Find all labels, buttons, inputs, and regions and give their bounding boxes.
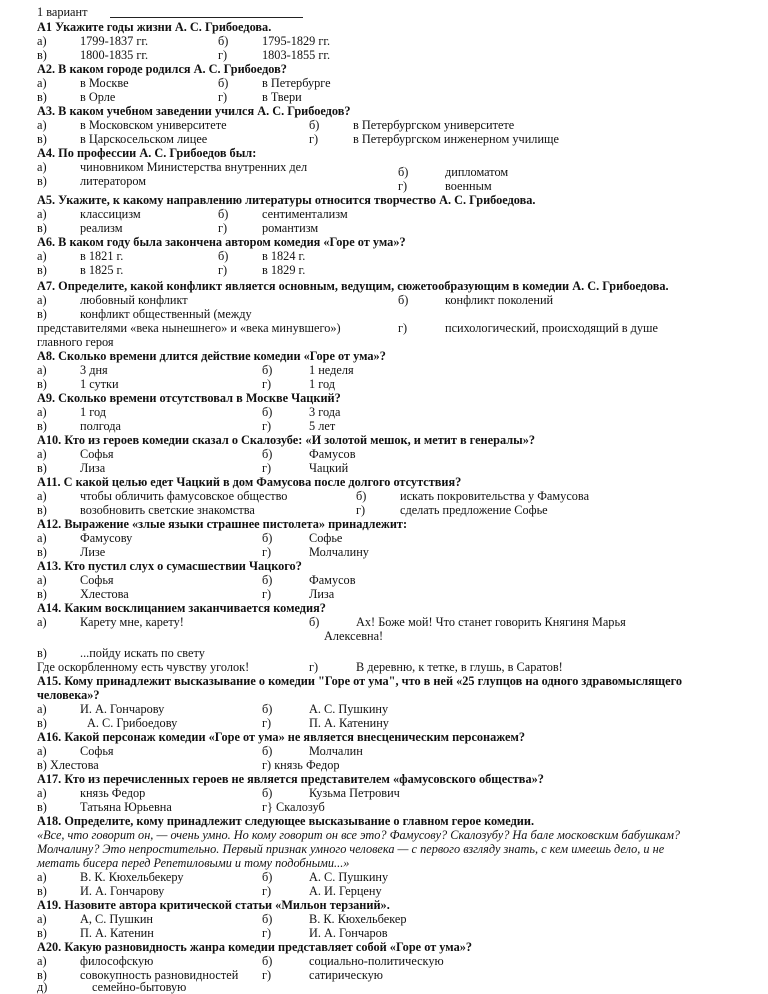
option-label: г) (309, 132, 319, 146)
question-a16: А16. Какой персонаж комедии «Горе от ума» не является внесценическим персонажем? (37, 730, 526, 744)
a14-option-c-line2: Где оскорбленному есть чувству уголок! (37, 660, 250, 674)
option-label: г) (262, 461, 272, 475)
a20-option-a: философскую (80, 954, 154, 968)
a18-quote-line2: Молчалину? Это непростительно. Первый признак умного человека — с первого взгляду знать, с кем имеешь дело, и не (37, 842, 665, 856)
option-label: б) (262, 447, 273, 461)
option-label: а) (37, 531, 47, 545)
question-a8: А8. Сколько времени длится действие комедии «Горе от ума»? (37, 349, 386, 363)
option-label: г) (398, 321, 408, 335)
option-label: б) (262, 786, 273, 800)
option-label: г) (262, 587, 272, 601)
a19-option-c: П. А. Катенин (80, 926, 154, 940)
a1-option-c: 1800-1835 гг. (80, 48, 149, 62)
option-label: г) (262, 884, 272, 898)
option-label: в) (37, 884, 47, 898)
option-label: б) (356, 489, 367, 503)
a3-option-d: в Петербургском инженерном училище (353, 132, 559, 146)
option-label: г) (262, 716, 272, 730)
a10-option-b: Фамусов (309, 447, 356, 461)
a20-option-d: сатирическую (309, 968, 383, 982)
a18-quote-line1: «Все, что говорит он, — очень умно. Но кому говорит он все это? Фамусову? Скалозубу? На бале московским бабушкам? (37, 828, 681, 842)
option-label: б) (262, 531, 273, 545)
option-label: а) (37, 405, 47, 419)
a5-option-d: романтизм (262, 221, 319, 235)
question-a17: А17. Кто из перечисленных героев не является представителем «фамусовского общества»? (37, 772, 544, 786)
option-label: г) (262, 545, 272, 559)
option-label: а) (37, 615, 47, 629)
option-label: а) (37, 160, 47, 174)
option-label: а) (37, 293, 47, 307)
a9-option-c: полгода (80, 419, 121, 433)
option-label: г) (262, 926, 272, 940)
option-label: в) (37, 132, 47, 146)
a13-option-b: Фамусов (309, 573, 356, 587)
option-label: в) (37, 48, 47, 62)
option-label: в) (37, 174, 47, 188)
option-label: в) (37, 90, 47, 104)
a5-option-a: классицизм (80, 207, 141, 221)
option-label: б) (398, 293, 409, 307)
a13-option-a: Софья (80, 573, 114, 587)
a14-option-b-line1: Ах! Боже мой! Что станет говорить Княгиня Марья (356, 615, 626, 629)
option-label: б) (262, 702, 273, 716)
a20-option-e: семейно-бытовую (92, 980, 187, 994)
question-a4: А4. По профессии А. С. Грибоедов был: (37, 146, 257, 160)
option-label: б) (262, 405, 273, 419)
question-a9: А9. Сколько времени отсутствовал в Москве Чацкий? (37, 391, 341, 405)
option-label: в) (37, 545, 47, 559)
a7-option-d-line1: психологический, происходящий в душе (445, 321, 658, 335)
a4-option-c: литератором (80, 174, 147, 188)
a13-option-c: Хлестова (80, 587, 129, 601)
a7-option-c-line1: конфликт общественный (между (80, 307, 252, 321)
option-label: д) (37, 980, 48, 994)
option-label: г) (262, 968, 272, 982)
option-label: б) (218, 207, 229, 221)
a6-option-b: в 1824 г. (262, 249, 306, 263)
variant-label: 1 вариант (37, 5, 88, 19)
a7-option-d-line2: главного героя (37, 335, 114, 349)
a6-option-d: в 1829 г. (262, 263, 306, 277)
a11-option-a: чтобы обличить фамусовское общество (80, 489, 288, 503)
a8-option-c: 1 сутки (80, 377, 119, 391)
a12-option-a: Фамусову (80, 531, 133, 545)
a18-quote-line3: метать бисера перед Репетиловыми и тому подобными...» (37, 856, 350, 870)
a18-option-a: В. К. Кюхельбекеру (80, 870, 184, 884)
a13-option-d: Лиза (309, 587, 335, 601)
a3-option-a: в Московском университете (80, 118, 227, 132)
a6-option-a: в 1821 г. (80, 249, 124, 263)
a8-option-d: 1 год (309, 377, 336, 391)
a7-option-b: конфликт поколений (445, 293, 554, 307)
option-label: в) (37, 800, 47, 814)
option-label: а) (37, 573, 47, 587)
a11-option-b: искать покровительства у Фамусова (400, 489, 590, 503)
a1-option-a: 1799-1837 гг. (80, 34, 149, 48)
option-label: г) (218, 221, 228, 235)
option-label: а) (37, 744, 47, 758)
option-label: в) (37, 419, 47, 433)
option-label: в) (37, 221, 47, 235)
a16-option-a: Софья (80, 744, 114, 758)
a11-option-c: возобновить светские знакомства (80, 503, 255, 517)
option-label: в) (37, 716, 47, 730)
a2-option-b: в Петербурге (262, 76, 331, 90)
a14-option-b-line2: Алексевна! (324, 629, 384, 643)
question-a11: А11. С какой целью едет Чацкий в дом Фамусова после долгого отсутствия? (37, 475, 462, 489)
option-label: б) (262, 573, 273, 587)
option-label: б) (398, 165, 409, 179)
option-label: б) (262, 870, 273, 884)
question-a13: А13. Кто пустил слух о сумасшествии Чацкого? (37, 559, 302, 573)
option-label: б) (218, 34, 229, 48)
option-label: б) (262, 744, 273, 758)
a14-option-c-line1: ...пойду искать по свету (80, 646, 205, 660)
option-label: г) (262, 377, 272, 391)
question-a6: А6. В каком году была закончена автором комедия «Горе от ума»? (37, 235, 406, 249)
question-a15-line2: человека»? (37, 688, 100, 702)
a10-option-a: Софья (80, 447, 114, 461)
a16-option-b: Молчалин (309, 744, 363, 758)
option-label: а) (37, 786, 47, 800)
a14-option-a: Карету мне, карету! (80, 615, 184, 629)
option-label: а) (37, 363, 47, 377)
a9-option-a: 1 год (80, 405, 107, 419)
option-label: в) (37, 461, 47, 475)
option-label: в) (37, 587, 47, 601)
a12-option-c: Лизе (80, 545, 106, 559)
question-a20: А20. Какую разновидность жанра комедии представляет собой «Горе от ума»? (37, 940, 473, 954)
a17-option-d: г} Скалозуб (262, 800, 325, 814)
option-label: а) (37, 702, 47, 716)
a16-option-c: в) Хлестова (37, 758, 99, 772)
a1-option-d: 1803-1855 гг. (262, 48, 331, 62)
question-a7: А7. Определите, какой конфликт является основным, ведущим, сюжетообразующим в комедии А. С. Грибоедова. (37, 279, 669, 293)
question-a5: А5. Укажите, к какому направлению литературы относится творчество А. С. Грибоедова. (37, 193, 536, 207)
a17-option-b: Кузьма Петрович (309, 786, 400, 800)
a3-option-c: в Царскосельском лицее (80, 132, 208, 146)
a15-option-c: А. С. Грибоедову (87, 716, 178, 730)
question-a19: А19. Назовите автора критической статьи «Мильон терзаний». (37, 898, 390, 912)
a6-option-c: в 1825 г. (80, 263, 124, 277)
a5-option-c: реализм (80, 221, 123, 235)
option-label: б) (218, 76, 229, 90)
option-label: г) (218, 90, 228, 104)
question-a18: А18. Определите, кому принадлежит следующее высказывание о главном герое комедии. (37, 814, 535, 828)
option-label: г) (262, 419, 272, 433)
a10-option-c: Лиза (80, 461, 106, 475)
option-label: б) (309, 615, 320, 629)
a9-option-d: 5 лет (309, 419, 336, 433)
a20-option-c: совокупность разновидностей (80, 968, 239, 982)
option-label: б) (262, 954, 273, 968)
option-label: а) (37, 207, 47, 221)
a2-option-a: в Москве (80, 76, 129, 90)
a7-option-a: любовный конфликт (80, 293, 188, 307)
a17-option-a: князь Федор (80, 786, 146, 800)
a4-option-b: дипломатом (445, 165, 509, 179)
a14-option-d: В деревню, к тетке, в глушь, в Саратов! (356, 660, 563, 674)
a10-option-d: Чацкий (309, 461, 349, 475)
a5-option-b: сентиментализм (262, 207, 348, 221)
a4-option-a: чиновником Министерства внутренних дел (80, 160, 308, 174)
a15-option-a: И. А. Гончарову (80, 702, 165, 716)
a7-option-c-line2: представителями «века нынешнего» и «века минувшего») (37, 321, 341, 335)
a18-option-c: И. А. Гончарову (80, 884, 165, 898)
option-label: в) (37, 646, 47, 660)
question-a15-line1: А15. Кому принадлежит высказывание о комедии "Горе от ума", что в ней «25 глупцов на одного здравомыслящего (37, 674, 683, 688)
a2-option-c: в Орле (80, 90, 116, 104)
a8-option-b: 1 неделя (309, 363, 354, 377)
option-label: а) (37, 76, 47, 90)
option-label: а) (37, 954, 47, 968)
a8-option-a: 3 дня (80, 363, 108, 377)
a17-option-c: Татьяна Юрьевна (80, 800, 172, 814)
option-label: в) (37, 263, 47, 277)
option-label: в) (37, 377, 47, 391)
option-label: в) (37, 307, 47, 321)
option-label: г) (356, 503, 366, 517)
a15-option-d: П. А. Катенину (309, 716, 389, 730)
question-a14: А14. Каким восклицанием заканчивается комедия? (37, 601, 326, 615)
a20-option-b: социально-политическую (309, 954, 444, 968)
option-label: б) (262, 363, 273, 377)
question-a12: А12. Выражение «злые языки страшнее пистолета» принадлежит: (37, 517, 408, 531)
a9-option-b: 3 года (309, 405, 341, 419)
option-label: г) (218, 48, 228, 62)
a18-option-b: А. С. Пушкину (309, 870, 389, 884)
option-label: а) (37, 118, 47, 132)
a19-option-a: А, С. Пушкин (80, 912, 154, 926)
option-label: в) (37, 968, 47, 982)
option-label: г) (309, 660, 319, 674)
question-a3: А3. В каком учебном заведении учился А. С. Грибоедов? (37, 104, 351, 118)
a1-option-b: 1795-1829 гг. (262, 34, 331, 48)
option-label: а) (37, 489, 47, 503)
option-label: г) (398, 179, 408, 193)
option-label: а) (37, 447, 47, 461)
a19-option-b: В. К. Кюхельбекер (309, 912, 407, 926)
question-a2: А2. В каком городе родился А. С. Грибоедов? (37, 62, 287, 76)
a2-option-d: в Твери (262, 90, 302, 104)
a11-option-d: сделать предложение Софье (400, 503, 548, 517)
a4-option-d: военным (445, 179, 492, 193)
a12-option-d: Молчалину (309, 545, 369, 559)
option-label: в) (37, 926, 47, 940)
option-label: а) (37, 34, 47, 48)
option-label: г) (218, 263, 228, 277)
a16-option-d: г) князь Федор (262, 758, 340, 772)
question-a1: А1 Укажите годы жизни А. С. Грибоедова. (37, 20, 272, 34)
name-blank-line (110, 17, 303, 18)
option-label: в) (37, 503, 47, 517)
a3-option-b: в Петербургском университете (353, 118, 515, 132)
question-a10: А10. Кто из героев комедии сказал о Скалозубе: «И золотой мешок, и метит в генералы»? (37, 433, 535, 447)
option-label: а) (37, 912, 47, 926)
option-label: б) (218, 249, 229, 263)
a12-option-b: Софье (309, 531, 343, 545)
option-label: а) (37, 870, 47, 884)
a18-option-d: А. И. Герцену (309, 884, 382, 898)
a19-option-d: И. А. Гончаров (309, 926, 388, 940)
a15-option-b: А. С. Пушкину (309, 702, 389, 716)
option-label: б) (309, 118, 320, 132)
option-label: б) (262, 912, 273, 926)
option-label: а) (37, 249, 47, 263)
